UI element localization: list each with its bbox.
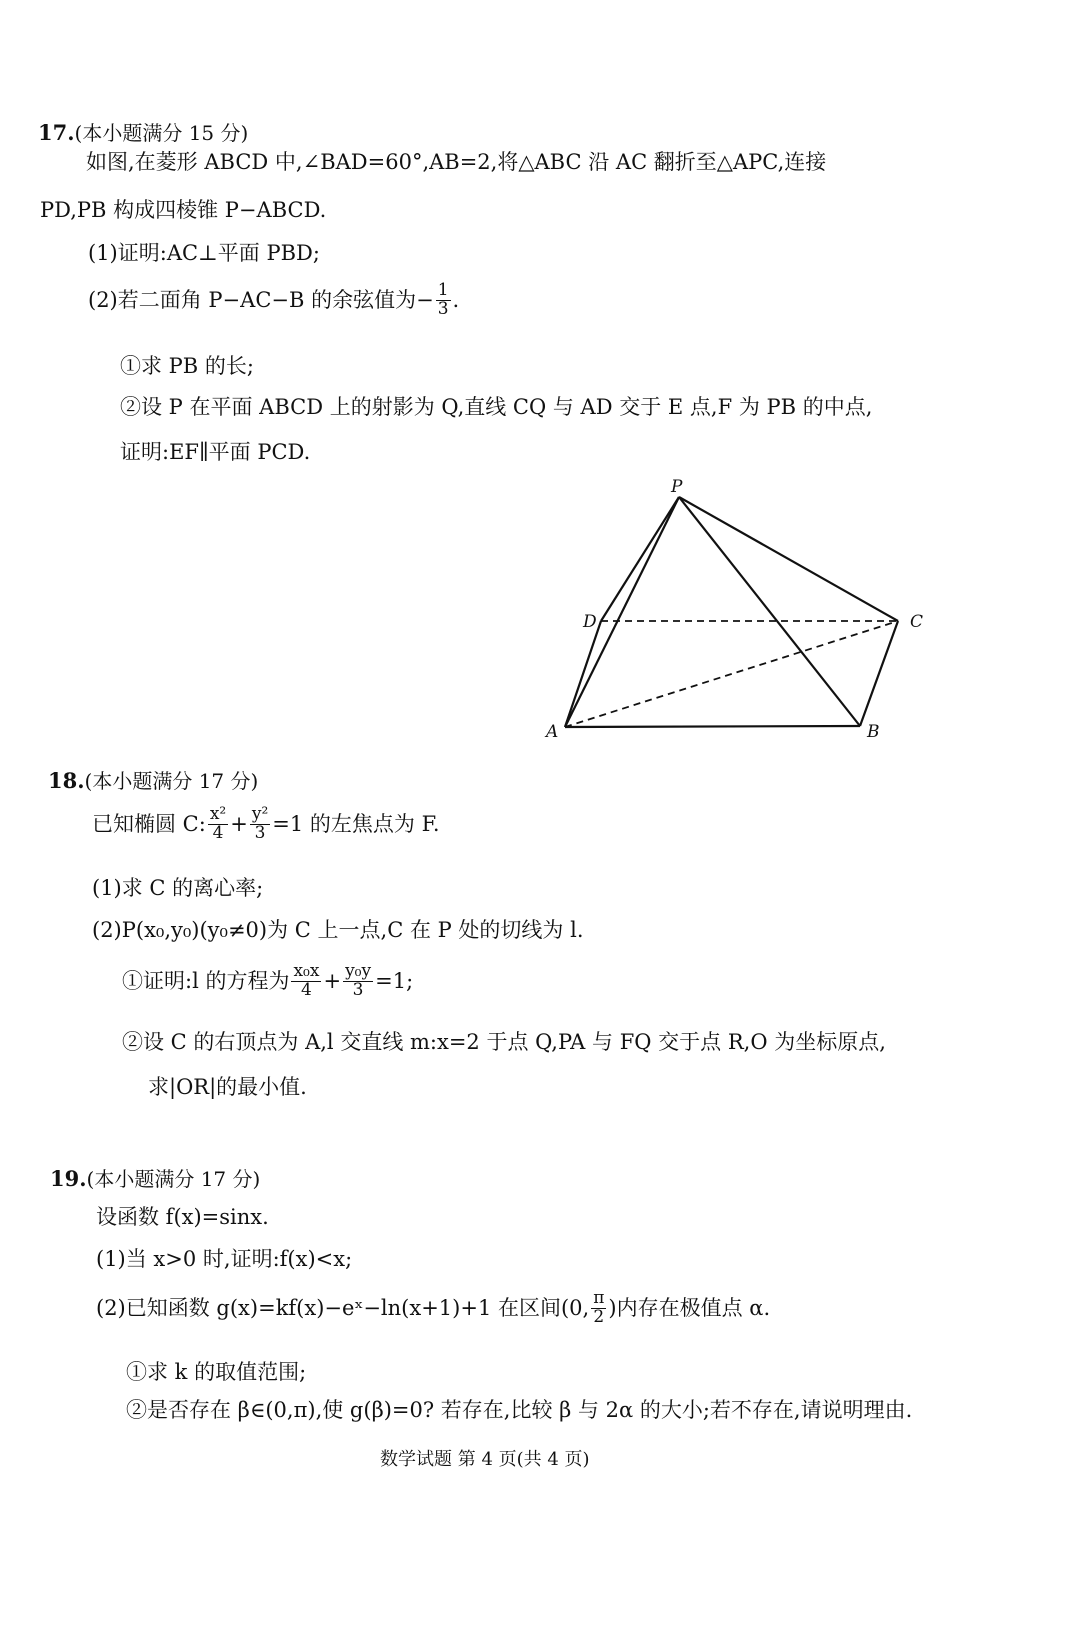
q18-fraction-y — [250, 806, 270, 843]
q18-fraction-x — [208, 806, 228, 843]
fraction-numerator: y² — [251, 804, 269, 824]
plus-sign: + — [230, 811, 248, 836]
q17-part2-fraction — [436, 282, 451, 319]
q19-sub2: ②是否存在 β∈(0,π),使 g(β)=0? 若存在,比较 β 与 2α 的大小;若不存在,请说明理由. — [126, 1398, 913, 1422]
q19-number: 19. — [50, 1166, 87, 1191]
label-C: C — [910, 612, 924, 632]
q18-sub2-line2: 求|OR|的最小值. — [148, 1075, 307, 1099]
edge-AB — [565, 726, 860, 727]
q18-intro — [92, 806, 440, 843]
q19-heading — [50, 1163, 260, 1192]
label-A: A — [546, 722, 559, 742]
q17-intro-line2: PD,PB 构成四棱锥 P−ABCD. — [40, 198, 327, 222]
fraction-denominator: 4 — [301, 979, 312, 1000]
label-P: P — [671, 477, 683, 497]
q18-intro-end: =1 的左焦点为 F. — [272, 811, 440, 836]
edge-PD — [601, 497, 679, 621]
fraction-denominator: 4 — [212, 822, 224, 843]
label-D: D — [583, 612, 597, 632]
fraction-numerator: y₀y — [345, 961, 372, 981]
fraction-denominator: 2 — [593, 1306, 605, 1327]
label-B: B — [867, 722, 880, 742]
q17-sub2-line1: ②设 P 在平面 ABCD 上的射影为 Q,直线 CQ 与 AD 交于 E 点,F 为 PB 的中点, — [120, 395, 873, 419]
q19-part2 — [96, 1290, 770, 1327]
fraction-denominator: 3 — [254, 822, 266, 843]
edge-PC — [679, 497, 898, 621]
q18-sub1-end: =1; — [375, 968, 414, 993]
q17-sub1: ①求 PB 的长; — [120, 354, 254, 378]
q18-heading — [48, 765, 258, 794]
q17-heading — [38, 117, 248, 146]
q19-header: (本小题满分 17 分) — [86, 1167, 261, 1191]
q17-part1: (1)证明:AC⊥平面 PBD; — [88, 241, 320, 265]
q18-sub1-fraction-x — [291, 963, 321, 1000]
q18-sub1-text: ①证明:l 的方程为 — [122, 968, 290, 993]
fraction-denominator: 3 — [352, 979, 364, 1000]
page-footer: 数学试题 第 4 页(共 4 页) — [380, 1449, 590, 1470]
q18-part1: (1)求 C 的离心率; — [92, 876, 264, 900]
q17-part2-end: . — [452, 287, 460, 312]
q18-sub2-line1: ②设 C 的右顶点为 A,l 交直线 m:x=2 于点 Q,PA 与 FQ 交于点 R,O 为坐标原点, — [122, 1030, 886, 1054]
q19-intro: 设函数 f(x)=sinx. — [96, 1205, 269, 1229]
q19-part1: (1)当 x>0 时,证明:f(x)<x; — [96, 1247, 353, 1271]
fraction-numerator: x₀x — [293, 961, 320, 981]
q18-intro-text: 已知椭圆 C: — [92, 811, 206, 836]
q18-header: (本小题满分 17 分) — [84, 769, 259, 793]
q19-part2-end: )内存在极值点 α. — [608, 1295, 771, 1320]
q17-intro-line1: 如图,在菱形 ABCD 中,∠BAD=60°,AB=2,将△ABC 沿 AC 翻折至△APC,连接 — [86, 150, 827, 174]
q17-part2 — [88, 282, 459, 319]
q19-part2-fraction — [591, 1290, 606, 1327]
edge-BC — [860, 621, 898, 726]
q19-sub1: ①求 k 的取值范围; — [126, 1360, 307, 1384]
edge-PB — [679, 497, 860, 726]
q18-part2: (2)P(x₀,y₀)(y₀≠0)为 C 上一点,C 在 P 处的切线为 l. — [92, 918, 584, 942]
q17-part2-text: (2)若二面角 P−AC−B 的余弦值为− — [88, 287, 434, 312]
fraction-numerator: 1 — [437, 280, 449, 300]
q19-part2-text: (2)已知函数 g(x)=kf(x)−eˣ−ln(x+1)+1 在区间(0, — [96, 1295, 590, 1320]
q18-sub1 — [122, 963, 413, 1000]
plus-sign: + — [323, 968, 342, 993]
q17-sub2-line2: 证明:EF∥平面 PCD. — [120, 440, 311, 464]
q18-sub1-fraction-y — [343, 963, 373, 1000]
q17-number: 17. — [38, 120, 75, 145]
edge-DA — [565, 621, 601, 727]
fraction-denominator: 3 — [437, 298, 449, 319]
pyramid-figure — [530, 470, 950, 750]
fraction-numerator: π — [593, 1288, 605, 1308]
q17-header: (本小题满分 15 分) — [74, 121, 249, 145]
fraction-numerator: x² — [209, 804, 227, 824]
q18-number: 18. — [48, 768, 85, 793]
